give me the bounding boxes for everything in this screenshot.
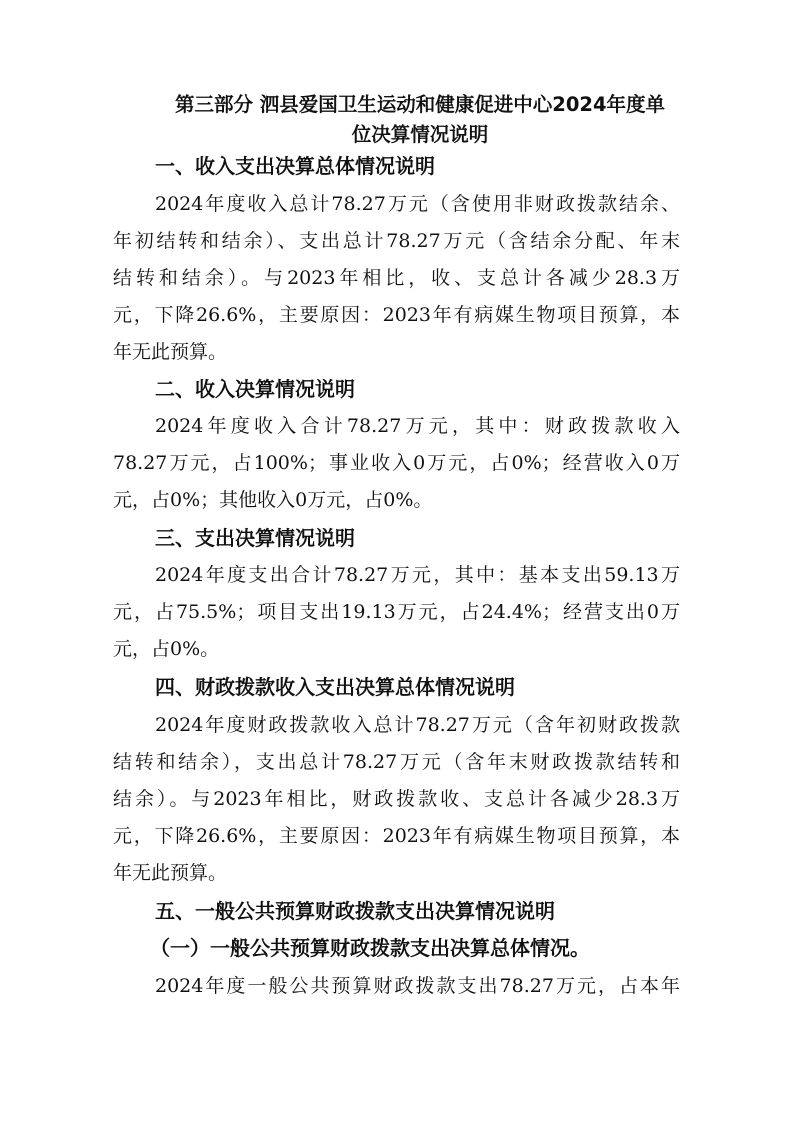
section-heading-expenditure: 三、支出决算情况说明 xyxy=(155,526,355,550)
title-line-2: 位决算情况说明 xyxy=(351,123,489,146)
paragraph-line: 元，下降26.6%，主要原因：2023年有病媒生物项目预算，本 xyxy=(113,825,680,847)
paragraph-line: 元，占75.5%；项目支出19.13万元，占24.4%；经营支出0万 xyxy=(113,601,680,623)
section-heading-income: 二、收入决算情况说明 xyxy=(155,377,355,401)
paragraph-line: 2024年度支出合计78.27万元，其中：基本支出59.13万 xyxy=(155,564,680,586)
paragraph-line: 2024年度财政拨款收入总计78.27万元（含年初财政拨款 xyxy=(155,714,680,736)
paragraph-line: 元，占0%；其他收入0万元，占0%。 xyxy=(113,489,433,511)
section-heading-general-public-budget: 五、一般公共预算财政拨款支出决算情况说明 xyxy=(155,899,555,923)
paragraph-line: 结转和结余），支出总计78.27万元（含年末财政拨款结转和 xyxy=(113,751,680,773)
paragraph-line: 2024年度一般公共预算财政拨款支出78.27万元，占本年 xyxy=(155,975,680,997)
title-line-1: 第三部分 泗县爱国卫生运动和健康促进中心2024年度单 xyxy=(174,93,666,116)
page-title xyxy=(150,90,690,150)
subsection-heading: （一）一般公共预算财政拨款支出决算总体情况。 xyxy=(150,936,590,960)
section-heading-income-expenditure-overview: 一、收入支出决算总体情况说明 xyxy=(155,154,435,178)
paragraph-line: 2024年度收入总计78.27万元（含使用非财政拨款结余、 xyxy=(155,193,680,215)
paragraph-line: 年初结转和结余）、支出总计78.27万元（含结余分配、年末 xyxy=(113,230,680,252)
paragraph-line: 2024年度收入合计78.27万元，其中：财政拨款收入 xyxy=(155,415,680,437)
paragraph-line: 元，占0%。 xyxy=(113,638,220,660)
paragraph-line: 元，下降26.6%，主要原因：2023年有病媒生物项目预算，本 xyxy=(113,304,680,326)
paragraph-line: 年无此预算。 xyxy=(113,341,228,363)
paragraph-line: 78.27万元，占100%；事业收入0万元，占0%；经营收入0万 xyxy=(113,452,680,474)
paragraph-line: 结余）。与2023年相比，财政拨款收、支总计各减少28.3万 xyxy=(113,788,680,810)
section-heading-fiscal-appropriation: 四、财政拨款收入支出决算总体情况说明 xyxy=(155,675,515,699)
paragraph-line: 结转和结余）。与2023年相比，收、支总计各减少28.3万 xyxy=(113,267,680,289)
paragraph-line: 年无此预算。 xyxy=(113,862,228,884)
